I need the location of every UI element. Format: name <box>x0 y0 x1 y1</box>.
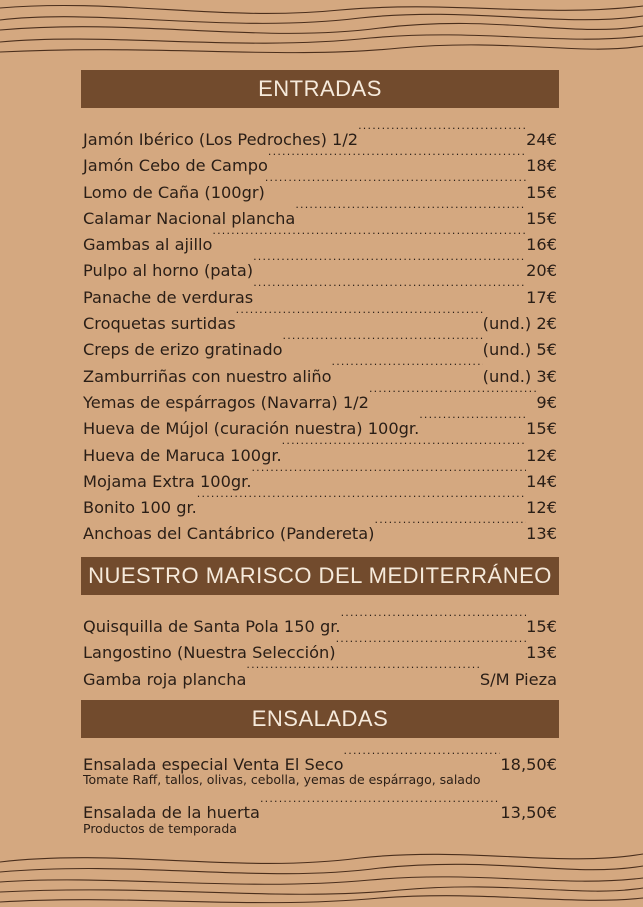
item-price: 9€ <box>536 392 557 412</box>
dot-leader <box>253 250 526 276</box>
item-name: Anchoas del Cantábrico (Pandereta) <box>83 524 375 544</box>
dot-leader <box>344 744 501 770</box>
item-price: 18€ <box>526 156 557 176</box>
item-name: Bonito 100 gr. <box>83 498 197 518</box>
item-price: 12€ <box>526 498 557 518</box>
item-name: Zamburriñas con nuestro aliño <box>83 366 332 386</box>
item-name: Ensalada de la huerta <box>83 803 260 823</box>
item-name: Ensalada especial Venta El Seco <box>83 755 344 774</box>
section-title: ENSALADAS <box>251 706 389 731</box>
dot-leader <box>236 303 483 329</box>
item-price: 18,50€ <box>500 755 557 774</box>
dot-leader <box>260 792 500 818</box>
item-name: Langostino (Nuestra Selección) <box>83 643 336 663</box>
item-price: 12€ <box>526 445 557 465</box>
item-price: (und.) 5€ <box>482 340 557 360</box>
section-header-entradas <box>81 70 559 108</box>
item-name: Lomo de Caña (100gr) <box>83 182 265 202</box>
dot-leader <box>253 277 526 303</box>
menu-item <box>83 744 557 774</box>
item-price: S/M Pieza <box>479 669 557 689</box>
top-wave-decoration <box>0 0 643 70</box>
item-name: Panache de verduras <box>83 287 254 307</box>
item-price: 13,50€ <box>500 803 557 823</box>
item-price: 14€ <box>526 471 557 491</box>
item-name: Yemas de espárragos (Navarra) 1/2 <box>83 392 369 412</box>
section-title: ENTRADAS <box>258 76 382 101</box>
item-name: Mojama Extra 100gr. <box>83 471 252 491</box>
item-price: 15€ <box>526 617 557 636</box>
item-name: Gambas al ajillo <box>83 235 213 255</box>
dot-leader <box>369 382 536 408</box>
item-name: Pulpo al horno (pata) <box>83 261 254 281</box>
item-price: 13€ <box>526 643 557 663</box>
item-price: 13€ <box>526 524 557 544</box>
dot-leader <box>265 172 526 198</box>
dot-leader <box>268 145 526 171</box>
dot-leader <box>341 606 527 632</box>
item-price: (und.) 2€ <box>482 314 557 334</box>
item-name: Hueva de Maruca 100gr. <box>83 445 282 465</box>
dot-leader <box>332 356 483 382</box>
menu-list-entradas <box>83 119 557 544</box>
dot-leader <box>197 487 526 513</box>
item-name: Creps de erizo gratinado <box>83 340 283 360</box>
item-name: Calamar Nacional plancha <box>83 208 296 228</box>
item-price: (und.) 3€ <box>482 366 557 386</box>
menu-list-marisco <box>83 606 557 689</box>
item-name: Hueva de Mújol (curación nuestra) 100gr. <box>83 419 420 439</box>
menu-list-ensaladas <box>83 744 557 841</box>
item-name: Gamba roja plancha <box>83 669 247 689</box>
item-price: 15€ <box>526 208 557 228</box>
dot-leader <box>251 461 526 487</box>
item-price: 15€ <box>526 182 557 202</box>
item-name: Jamón Ibérico (Los Pedroches) 1/2 <box>83 130 359 149</box>
dot-leader <box>212 224 526 250</box>
menu-item <box>83 606 557 636</box>
dot-leader <box>282 435 526 461</box>
dot-leader <box>295 198 526 224</box>
section-title: NUESTRO MARISCO DEL MEDITERRÁNEO <box>88 563 552 588</box>
dot-leader <box>375 513 527 539</box>
item-name: Quisquilla de Santa Pola 150 gr. <box>83 617 341 636</box>
dot-leader <box>336 632 527 658</box>
item-price: 15€ <box>526 419 557 439</box>
section-header-marisco <box>81 557 559 595</box>
bottom-wave-decoration <box>0 840 643 907</box>
item-price: 16€ <box>526 235 557 255</box>
item-price: 20€ <box>526 261 557 281</box>
dot-leader <box>283 329 483 355</box>
dot-leader <box>419 408 526 434</box>
menu-item <box>83 792 557 823</box>
item-description: Tomate Raff, tallos, olivas, cebolla, yemas de espárrago, salado <box>83 772 481 788</box>
item-name: Croquetas surtidas <box>83 314 236 334</box>
item-price: 17€ <box>526 287 557 307</box>
dot-leader <box>246 659 480 685</box>
section-header-ensaladas <box>81 700 559 738</box>
dot-leader <box>358 119 526 145</box>
menu-item <box>83 119 557 149</box>
item-name: Jamón Cebo de Campo <box>83 156 268 176</box>
item-description: Productos de temporada <box>83 820 237 836</box>
item-price: 24€ <box>526 130 557 149</box>
